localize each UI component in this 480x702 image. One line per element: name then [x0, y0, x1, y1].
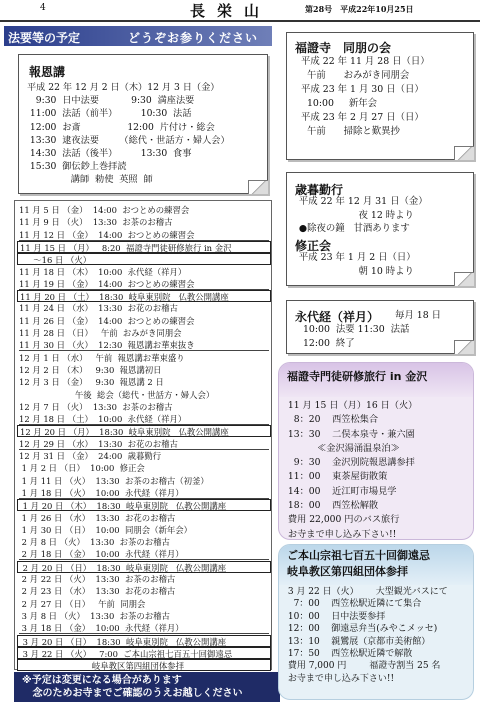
schedule-row: 12 月 20 日 （月） 18:30 岐阜東別院 仏教公開講座 [17, 425, 271, 437]
section-banner [4, 26, 272, 46]
page-number: 4 [40, 3, 46, 13]
schedule-row: 11 月 15 日 （月） 8:20 福證寺門徒研修旅行 in 金沢 [17, 241, 271, 253]
schedule-row: 12 月 29 日 （水） 13:30 お花のお稽古 [19, 438, 269, 450]
schedule-row: 11 月 19 日 （金） 14:00 おつとめの練習会 [19, 278, 269, 290]
schedule-row: 3 月 18 日 （金） 10:00 永代経（祥月） [19, 622, 269, 634]
shushoe-body: 平成 23 年 1 月 2 日（日） 朝 10 時より [298, 252, 416, 277]
page-curl-decoration [248, 180, 268, 194]
saibo-note [286, 172, 474, 286]
schedule-row: 2 月 22 日 （火） 13:30 お茶のお稽古 [19, 574, 176, 584]
schedule-row: 2 月 23 日 （水） 13:30 お花のお稽古 [19, 586, 176, 597]
schedule-row: 2 月 18 日 （金） 10:00 永代経（祥月） [19, 548, 269, 560]
eitaikyo-title: 永代経（祥月） [295, 310, 380, 324]
hoonko-note [18, 54, 268, 194]
schedule-row: 11 月 18 日 （木） 10:00 永代経（祥月） [19, 266, 187, 277]
schedule-row: 1 月 26 日 （水） 13:30 お花のお稽古 [19, 512, 176, 523]
kanazawa-trip-box [278, 362, 474, 540]
schedule-row: 午後 総会（総代・世話方・婦人会） [19, 389, 215, 400]
schedule-row: 2 月 20 日 （日） 18:30 岐阜東別院 仏教公開講座 [17, 561, 271, 573]
hoonko-body: 平成 22 年 12 月 2 日（木）12 月 3 日（金） 9:30 日中法要 9:30 満座法要 11:00 法話（前半） 10:30 法話 12:00 お斎 12:00 片付け・総会 13:30 逮夜法要 （総代・世話方・婦人会） 14:30 法話（後半） 13:30 食事 15:30 御伝鈔上巻拝読 講師 勅使 英照 師 [27, 82, 230, 186]
kanazawa-trip-title: 福證寺門徒研修旅行 in 金沢 [279, 363, 473, 397]
doboukai-note [286, 32, 474, 160]
banner-right-text: どうぞお参りください [128, 31, 259, 45]
goenki-box [278, 544, 474, 700]
schedule-row: 2 月 8 日 （火） 13:30 お茶のお稽古 [19, 537, 170, 548]
schedule-row: 11 月 5 日 （金） 14:00 おつとめの練習会 [19, 205, 190, 215]
kanazawa-trip-body: 11 月 15 日（月）16 日（火） 8：20 西笠松集合 13：30 二俣本泉寺・兼六園 ≪金沢湯涌温泉泊≫ 9：30 金沢別院報恩講参拝 11：00 東茶屋街散策 14：00 近江町市場見学 18：00 西笠松解散 費用 22,000 円のバス旅行 お寺まで申し込み下さい!! [287, 400, 418, 540]
banner-left-text: 法要等の予定 [8, 31, 81, 45]
eitaikyo-body: 10:00 法要 11:30 法話 12:00 終了 [302, 324, 410, 349]
schedule-row: 3 月 8 日 （火） 13:30 お茶のお稽古 [19, 610, 170, 621]
saibo-title: 歳暮勤行 [295, 183, 344, 197]
schedule-row: 12 月 3 日 （金） 9:30 報恩講 2 日 [19, 377, 164, 388]
schedule-row: 12 月 31 日 （金） 24:00 歳暮勤行 [19, 451, 162, 461]
notice-footer: ※予定は変更になる場合があります 念のためお寺までご確認のうえお越しください [14, 672, 280, 702]
schedule-row: 12 月 7 日 （火） 13:30 お茶のお稽古 [19, 401, 173, 412]
schedule-row: 1 月 11 日 （火） 13:30 お茶のお稽古（初釜） [19, 475, 209, 486]
schedule-row: 3 月 20 日 （日） 18:30 岐阜東別院 仏教公開講座 [17, 635, 271, 647]
schedule-row: 1 月 30 日 （日） 10:00 同朋会（新年会） [19, 524, 192, 535]
issue-info: 第28号 平成22年10月25日 [305, 4, 414, 14]
schedule-row: 3 月 22 日 （火） 7:00 ご本山宗祖七百五十回御遠忌 [17, 647, 271, 659]
schedule-row: 11 月 24 日 （水） 13:30 お花のお稽古 [19, 303, 178, 314]
schedule-row: 11 月 20 日 （土） 18:30 岐阜東別院 仏教公開講座 [17, 290, 271, 302]
schedule-row: 11 月 28 日 （日） 午前 おみがき同朋会 [19, 328, 182, 338]
schedule-list [14, 200, 272, 670]
saibo-body: 平成 22 年 12 月 31 日（金） 夜 12 時より ●除夜の鐘 甘酒あります [298, 196, 428, 235]
goenki-title: ご本山宗祖七百五十回御遠忌 岐阜教区第四組団体参拝 [279, 545, 473, 585]
schedule-row: ～16 日 （火） [17, 253, 271, 265]
schedule-row: 11 月 9 日 （火） 13:30 お茶のお稽古 [19, 217, 173, 228]
schedule-row: 1 月 2 日 （日） 10:00 修正会 [19, 463, 145, 474]
shushoe-title: 修正会 [295, 239, 332, 253]
schedule-row: 2 月 27 日 （日） 午前 同朋会 [19, 598, 146, 609]
schedule-row: 1 月 18 日 （火） 10:00 永代経（祥月） [19, 487, 269, 499]
page-curl-decoration [454, 340, 474, 354]
schedule-row: 12 月 1 日 （水） 午前 報恩講お華束盛り [19, 352, 185, 363]
eitaikyo-date: 毎月 18 日 [395, 310, 442, 321]
schedule-row: 12 月 2 日 （木） 9:30 報恩講初日 [19, 364, 162, 375]
schedule-row: 11 月 30 日 （火） 12:30 報恩講お華束抜き [19, 339, 269, 351]
eitaikyo-note [286, 300, 474, 354]
page-header [0, 0, 480, 22]
schedule-row: 11 月 12 日 （金） 14:00 おつとめの練習会 [19, 229, 269, 241]
page-curl-decoration [454, 146, 474, 160]
schedule-row: 12 月 18 日 （土） 10:00 永代経（祥月） [19, 413, 269, 425]
page-curl-decoration [454, 272, 474, 286]
goenki-body: 3 月 22 日（火） 大型観光バスにて 7：00 西笠松駅近隣にて集合 10：00 日中法要参拝 12：00 御遠忌弁当(みやこメッセ) 13：10 親鸞展（京都市美術館） 17：50 西笠松駅近隣で解散 費用 7,000 円 福證寺割当 25 名 お寺まで申し込み下さい!! [287, 587, 448, 684]
newsletter-name: 長栄山 [190, 2, 272, 20]
schedule-row: 11 月 26 日 （金） 14:00 おつとめの練習会 [19, 315, 195, 326]
doboukai-title: 福證寺 同朋の会 [295, 41, 392, 55]
doboukai-body: 平成 22 年 11 月 28 日（日） 午前 おみがき同朋会 平成 23 年 1 月 30 日（日） 10:00 新年会 平成 23 年 2 月 27 日（日） 午前 掃除と歎異抄 [301, 56, 430, 137]
schedule-row: 岐阜教区第四組団体参拝 [17, 659, 271, 671]
schedule-row: 1 月 20 日 （木） 18:30 岐阜東別院 仏教公開講座 [17, 499, 271, 511]
hoonko-title: 報恩講 [29, 65, 66, 79]
